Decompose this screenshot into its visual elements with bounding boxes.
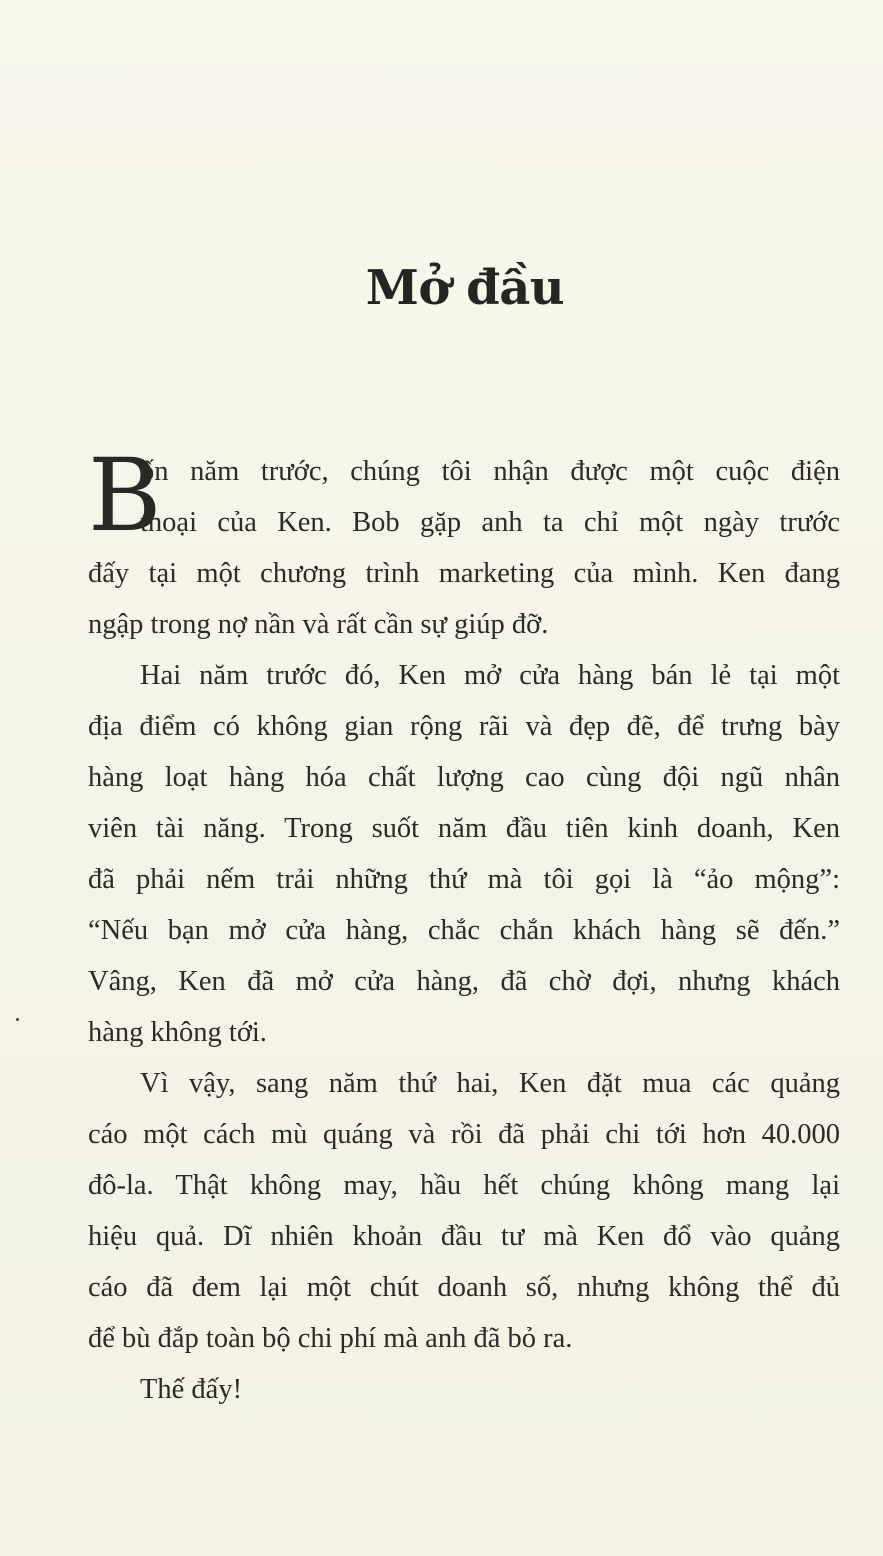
paragraph-line: hàng không tới. xyxy=(88,1017,267,1048)
paragraph-line: đô-la. Thật không may, hầu hết chúng không mang lại xyxy=(88,1170,840,1201)
paragraph-line: cáo đã đem lại một chút doanh số, nhưng không thể đủ xyxy=(88,1272,840,1303)
paragraph-line: viên tài năng. Trong suốt năm đầu tiên kinh doanh, Ken xyxy=(88,813,840,844)
paragraph-line: địa điểm có không gian rộng rãi và đẹp đẽ, để trưng bày xyxy=(88,711,840,742)
paragraph-line: Vâng, Ken đã mở cửa hàng, đã chờ đợi, nhưng khách xyxy=(88,966,840,997)
paragraph-line: để bù đắp toàn bộ chi phí mà anh đã bỏ ra. xyxy=(88,1323,573,1354)
paragraph-line: Thế đấy! xyxy=(140,1374,243,1405)
paragraph-line: ngập trong nợ nần và rất cần sự giúp đỡ. xyxy=(88,609,549,640)
paragraph-line: cáo một cách mù quáng và rồi đã phải chi tới hơn 40.000 xyxy=(88,1119,840,1150)
paragraph-1 xyxy=(88,437,840,650)
paragraph-line: hàng loạt hàng hóa chất lượng cao cùng đội ngũ nhân xyxy=(88,762,840,793)
paragraph-line: đấy tại một chương trình marketing của mình. Ken đang xyxy=(88,558,840,589)
paragraph-line: đã phải nếm trải những thứ mà tôi gọi là “ảo mộng”: xyxy=(88,864,840,895)
drop-cap: B xyxy=(88,437,162,554)
paragraph-3 xyxy=(88,1058,840,1364)
paragraph-4 xyxy=(88,1364,840,1415)
page-speck xyxy=(16,1018,19,1021)
paragraph-line: thoại của Ken. Bob gặp anh ta chỉ một ngày trước xyxy=(140,507,840,538)
paragraph-line: Vì vậy, sang năm thứ hai, Ken đặt mua các quảng xyxy=(140,1068,840,1099)
paragraph-line: hiệu quả. Dĩ nhiên khoản đầu tư mà Ken đổ vào quảng xyxy=(88,1221,840,1252)
paragraph-2 xyxy=(88,650,840,1058)
paragraph-line: ốn năm trước, chúng tôi nhận được một cuộc điện xyxy=(140,456,840,487)
paragraph-line: “Nếu bạn mở cửa hàng, chắc chắn khách hàng sẽ đến.” xyxy=(88,915,840,946)
chapter-title: Mở đầu xyxy=(365,260,565,316)
paragraph-line: Hai năm trước đó, Ken mở cửa hàng bán lẻ tại một xyxy=(140,660,840,691)
